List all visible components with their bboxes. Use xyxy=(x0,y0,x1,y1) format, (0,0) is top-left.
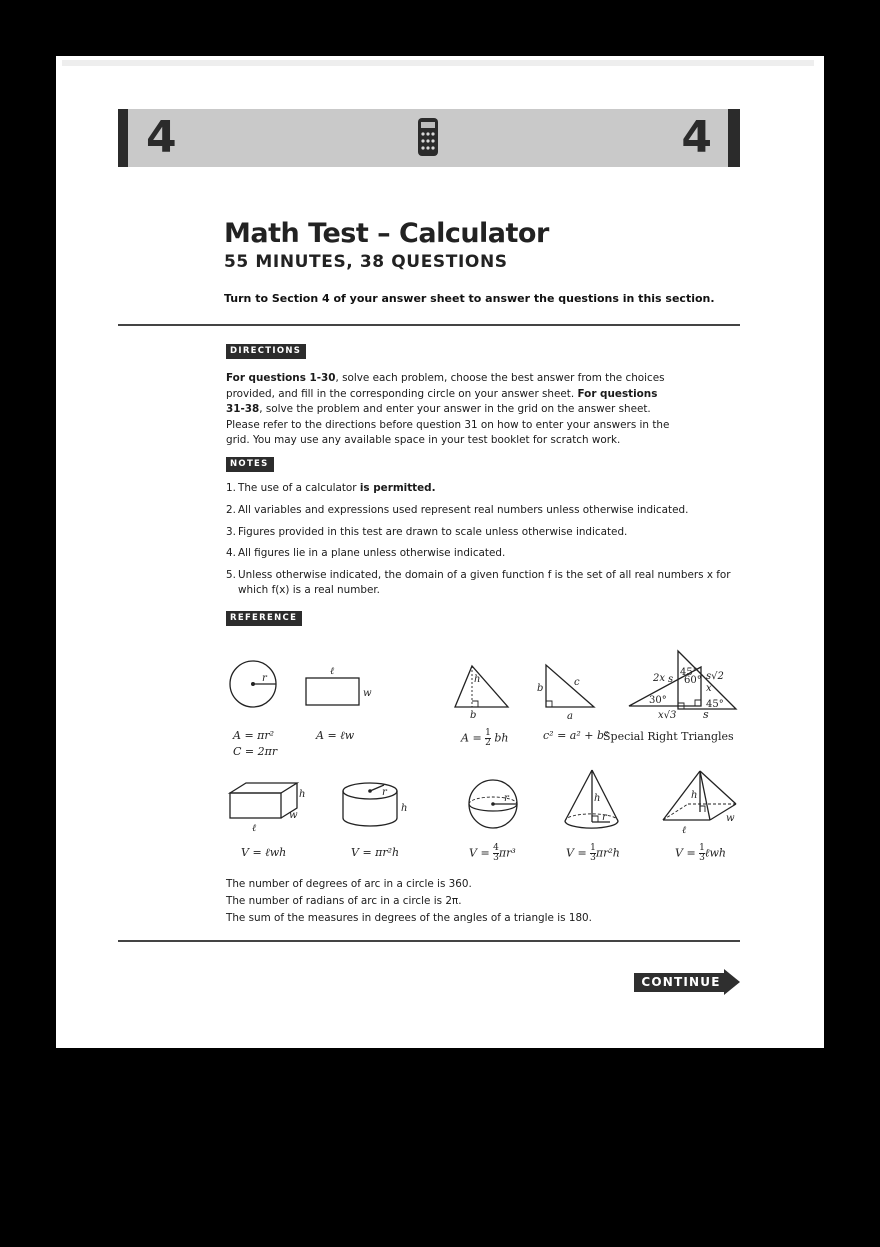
divider-bottom xyxy=(118,940,740,942)
svg-text:r: r xyxy=(382,787,387,798)
svg-text:h: h xyxy=(594,793,601,804)
svg-text:h: h xyxy=(401,803,408,814)
note-item: 2. All variables and expressions used represent real numbers unless otherwise indicated. xyxy=(226,504,689,516)
svg-text:s: s xyxy=(668,674,674,685)
svg-text:r: r xyxy=(602,812,607,823)
svg-text:h: h xyxy=(474,674,481,685)
svg-text:s√2: s√2 xyxy=(706,671,724,682)
special-right-triangles-caption: Special Right Triangles xyxy=(603,730,734,743)
banner-tab-right xyxy=(728,109,740,167)
page-subtitle: 55 MINUTES, 38 QUESTIONS xyxy=(224,252,508,272)
rectangle-figure xyxy=(302,664,374,708)
divider-top xyxy=(118,324,740,326)
svg-text:w: w xyxy=(289,810,298,821)
svg-text:2x: 2x xyxy=(653,673,666,684)
section-number-right: 4 xyxy=(681,112,712,163)
svg-text:ℓ: ℓ xyxy=(682,825,687,836)
svg-text:x: x xyxy=(706,683,712,694)
directions-text xyxy=(226,371,676,449)
directions-bold-1: For questions 1-30 xyxy=(226,372,336,384)
svg-text:a: a xyxy=(567,711,573,722)
svg-text:45°: 45° xyxy=(680,667,698,678)
right-triangle-figure xyxy=(534,659,604,721)
svg-text:b: b xyxy=(537,683,544,694)
prism-volume-formula: V = ℓwh xyxy=(241,846,287,859)
label-s-bottom: s xyxy=(703,708,709,721)
sphere-figure xyxy=(466,776,522,832)
svg-text:h: h xyxy=(691,790,698,801)
cone-figure xyxy=(560,766,626,838)
cone-volume-formula: V = $\frac{1}{3}$ πr²h xyxy=(566,843,620,863)
reference-label: REFERENCE xyxy=(226,611,302,626)
cylinder-volume-formula: V = πr²h xyxy=(351,846,400,859)
pyramid-figure xyxy=(660,766,744,838)
scan-edge xyxy=(62,60,814,66)
reference-facts xyxy=(226,876,592,927)
section-instruction: Turn to Section 4 of your answer sheet to answer the questions in this section. xyxy=(224,292,715,305)
svg-text:ℓ: ℓ xyxy=(252,823,257,834)
svg-text:x√3: x√3 xyxy=(658,710,677,721)
svg-text:45°: 45° xyxy=(706,699,724,710)
note-item: 5. Unless otherwise indicated, the domain of a given function f is the set of all real numbers x for which f(x) is a real number. xyxy=(226,569,731,596)
fact-triangle-sum: The sum of the measures in degrees of the angles of a triangle is 180. xyxy=(226,912,592,924)
rectangular-prism-figure xyxy=(226,778,310,834)
directions-text-1: , solve each problem, choose the best answer from the choices provided, and fill in the corresponding circle on your answer sheet. xyxy=(226,372,665,400)
svg-text:60°: 60° xyxy=(684,675,702,686)
directions-text-2: , solve the problem and enter your answer in the grid on the answer sheet. Please refer to the directions before question 31 on how to enter your answers in the grid. You may use any available space in your test booklet for scratch work. xyxy=(226,403,670,446)
continue-label: CONTINUE xyxy=(641,975,721,989)
pythagorean-formula: c² = a² + b² xyxy=(543,729,609,742)
calculator-icon xyxy=(417,115,439,159)
note-item: 1. The use of a calculator is permitted. xyxy=(226,482,436,494)
svg-text:b: b xyxy=(470,710,477,721)
circle-area-formula: A = πr² xyxy=(233,729,275,742)
label-r: r xyxy=(262,673,267,684)
cylinder-figure xyxy=(342,778,412,832)
directions-label: DIRECTIONS xyxy=(226,344,306,359)
fact-radians: The number of radians of arc in a circle is 2π. xyxy=(226,895,462,907)
section-number-left: 4 xyxy=(146,112,177,163)
directions-bold-2: For questions 31-38 xyxy=(226,387,658,415)
svg-text:r: r xyxy=(504,793,509,804)
svg-text:w: w xyxy=(363,688,372,699)
pyramid-volume-formula: V = $\frac{1}{3}$ ℓwh xyxy=(675,843,726,863)
45-45-90-triangle-figure xyxy=(668,646,742,716)
continue-button[interactable] xyxy=(634,969,742,996)
svg-text:c: c xyxy=(574,677,580,688)
svg-text:ℓ: ℓ xyxy=(330,666,335,677)
test-page xyxy=(56,56,824,1048)
section-banner xyxy=(118,109,740,167)
svg-text:30°: 30° xyxy=(649,695,667,706)
circle-figure xyxy=(226,654,286,714)
note-item: 3. Figures provided in this test are drawn to scale unless otherwise indicated. xyxy=(226,526,628,538)
svg-text:h: h xyxy=(299,789,306,800)
note-item: 4. All figures lie in a plane unless otherwise indicated. xyxy=(226,547,506,559)
triangle-area-formula: A = $\frac{1}{2}$ bh xyxy=(461,728,509,748)
triangle-figure xyxy=(450,660,514,720)
fact-degrees: The number of degrees of arc in a circle is 360. xyxy=(226,878,472,890)
circle-circumference-formula: C = 2πr xyxy=(233,745,278,758)
notes-label: NOTES xyxy=(226,457,274,472)
page-title: Math Test – Calculator xyxy=(224,218,549,249)
rectangle-area-formula: A = ℓw xyxy=(316,729,355,742)
sphere-volume-formula: V = $\frac{4}{3}$ πr³ xyxy=(469,843,516,863)
svg-text:w: w xyxy=(726,813,735,824)
banner-tab-left xyxy=(118,109,128,167)
